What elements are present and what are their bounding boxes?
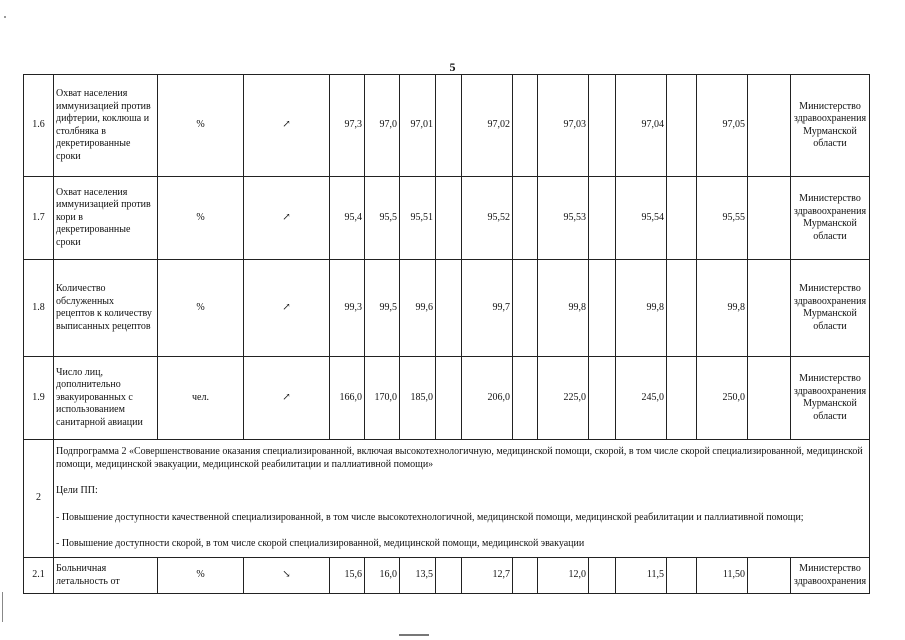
empty-cell	[589, 75, 616, 177]
table-row	[24, 558, 870, 594]
value-7: 99,8	[697, 260, 748, 357]
value-1: 97,3	[330, 75, 365, 177]
indicator-name: Больничная летальность от	[54, 558, 158, 594]
unit: %	[158, 260, 244, 357]
table-row	[24, 75, 870, 177]
value-6: 99,8	[616, 260, 667, 357]
row-number: 2.1	[24, 558, 54, 594]
empty-cell	[667, 260, 697, 357]
value-7: 11,50	[697, 558, 748, 594]
value-4: 206,0	[462, 357, 513, 440]
value-6: 95,54	[616, 177, 667, 260]
value-4: 97,02	[462, 75, 513, 177]
empty-cell	[436, 357, 462, 440]
trend-down-icon: ↘	[244, 558, 330, 594]
empty-cell	[589, 260, 616, 357]
empty-cell	[667, 357, 697, 440]
indicator-name: Число лиц, дополнительно эвакуированных с использованием санитарной авиации	[54, 357, 158, 440]
empty-cell	[748, 558, 791, 594]
trend-up-icon: ↗	[244, 177, 330, 260]
responsible-org: Министерство здравоохранения Мурманской области	[791, 75, 870, 177]
row-number: 1.7	[24, 177, 54, 260]
empty-cell	[513, 558, 538, 594]
empty-cell	[748, 75, 791, 177]
subprogram-row	[24, 440, 870, 558]
value-6: 97,04	[616, 75, 667, 177]
value-2: 97,0	[365, 75, 400, 177]
subprogram-title: Подпрограмма 2 «Совершенствование оказания специализированной, включая высокотехнологичную, медицинской помощи, скорой, в том числе скорой специализированной, медицинской помощи, медицинской эвакуации, медицинской реабилитации и паллиативной помощи»	[56, 446, 863, 470]
row-number: 1.9	[24, 357, 54, 440]
row-number: 1.6	[24, 75, 54, 177]
value-1: 15,6	[330, 558, 365, 594]
trend-up-icon: ↗	[244, 357, 330, 440]
responsible-org: Министерство здравоохранения Мурманской области	[791, 177, 870, 260]
empty-cell	[436, 260, 462, 357]
row-number: 1.8	[24, 260, 54, 357]
empty-cell	[667, 75, 697, 177]
value-1: 99,3	[330, 260, 365, 357]
empty-cell	[513, 260, 538, 357]
value-7: 250,0	[697, 357, 748, 440]
page-footer-mark	[399, 634, 429, 636]
scan-mark	[4, 16, 6, 18]
empty-cell	[748, 260, 791, 357]
value-5: 225,0	[538, 357, 589, 440]
trend-up-icon: ↗	[244, 75, 330, 177]
indicator-name: Охват населения иммунизацией против кори в декретированные сроки	[54, 177, 158, 260]
value-4: 12,7	[462, 558, 513, 594]
subprogram-number: 2	[24, 440, 54, 558]
unit: чел.	[158, 357, 244, 440]
value-2: 170,0	[365, 357, 400, 440]
value-3: 99,6	[400, 260, 436, 357]
value-5: 12,0	[538, 558, 589, 594]
empty-cell	[436, 177, 462, 260]
empty-cell	[436, 75, 462, 177]
value-1: 95,4	[330, 177, 365, 260]
value-1: 166,0	[330, 357, 365, 440]
subprogram-description	[54, 440, 870, 558]
goals-label: Цели ПП:	[56, 485, 98, 497]
value-7: 95,55	[697, 177, 748, 260]
empty-cell	[589, 357, 616, 440]
value-6: 245,0	[616, 357, 667, 440]
responsible-org: Министерство здравоохранения	[791, 558, 870, 594]
value-6: 11,5	[616, 558, 667, 594]
value-2: 95,5	[365, 177, 400, 260]
empty-cell	[513, 177, 538, 260]
value-2: 16,0	[365, 558, 400, 594]
goal-1: - Повышение доступности качественной специализированной, в том числе высокотехнологичной, медицинской помощи, медицинской реабилитации и паллиативной помощи;	[56, 511, 804, 523]
empty-cell	[748, 177, 791, 260]
value-3: 185,0	[400, 357, 436, 440]
unit: %	[158, 177, 244, 260]
goal-2: - Повышение доступности скорой, в том числе скорой специализированной, медицинской помощи, медицинской эвакуации	[56, 538, 585, 550]
trend-up-icon: ↗	[244, 260, 330, 357]
value-7: 97,05	[697, 75, 748, 177]
table-row	[24, 260, 870, 357]
value-5: 95,53	[538, 177, 589, 260]
table-row	[24, 177, 870, 260]
value-5: 99,8	[538, 260, 589, 357]
unit: %	[158, 75, 244, 177]
empty-cell	[667, 177, 697, 260]
value-4: 95,52	[462, 177, 513, 260]
value-4: 99,7	[462, 260, 513, 357]
scan-edge-mark	[2, 592, 3, 622]
empty-cell	[589, 177, 616, 260]
page-number: 5	[449, 60, 456, 74]
indicators-table	[23, 74, 870, 594]
empty-cell	[748, 357, 791, 440]
value-3: 95,51	[400, 177, 436, 260]
responsible-org: Министерство здравоохранения Мурманской области	[791, 357, 870, 440]
empty-cell	[589, 558, 616, 594]
value-2: 99,5	[365, 260, 400, 357]
unit: %	[158, 558, 244, 594]
value-3: 13,5	[400, 558, 436, 594]
empty-cell	[436, 558, 462, 594]
empty-cell	[513, 357, 538, 440]
empty-cell	[513, 75, 538, 177]
indicator-name: Охват населения иммунизацией против дифтерии, коклюша и столбняка в декретированные сроки	[54, 75, 158, 177]
table-row	[24, 357, 870, 440]
value-3: 97,01	[400, 75, 436, 177]
value-5: 97,03	[538, 75, 589, 177]
empty-cell	[667, 558, 697, 594]
indicator-name: Количество обслуженных рецептов к количеству выписанных рецептов	[54, 260, 158, 357]
responsible-org: Министерство здравоохранения Мурманской области	[791, 260, 870, 357]
